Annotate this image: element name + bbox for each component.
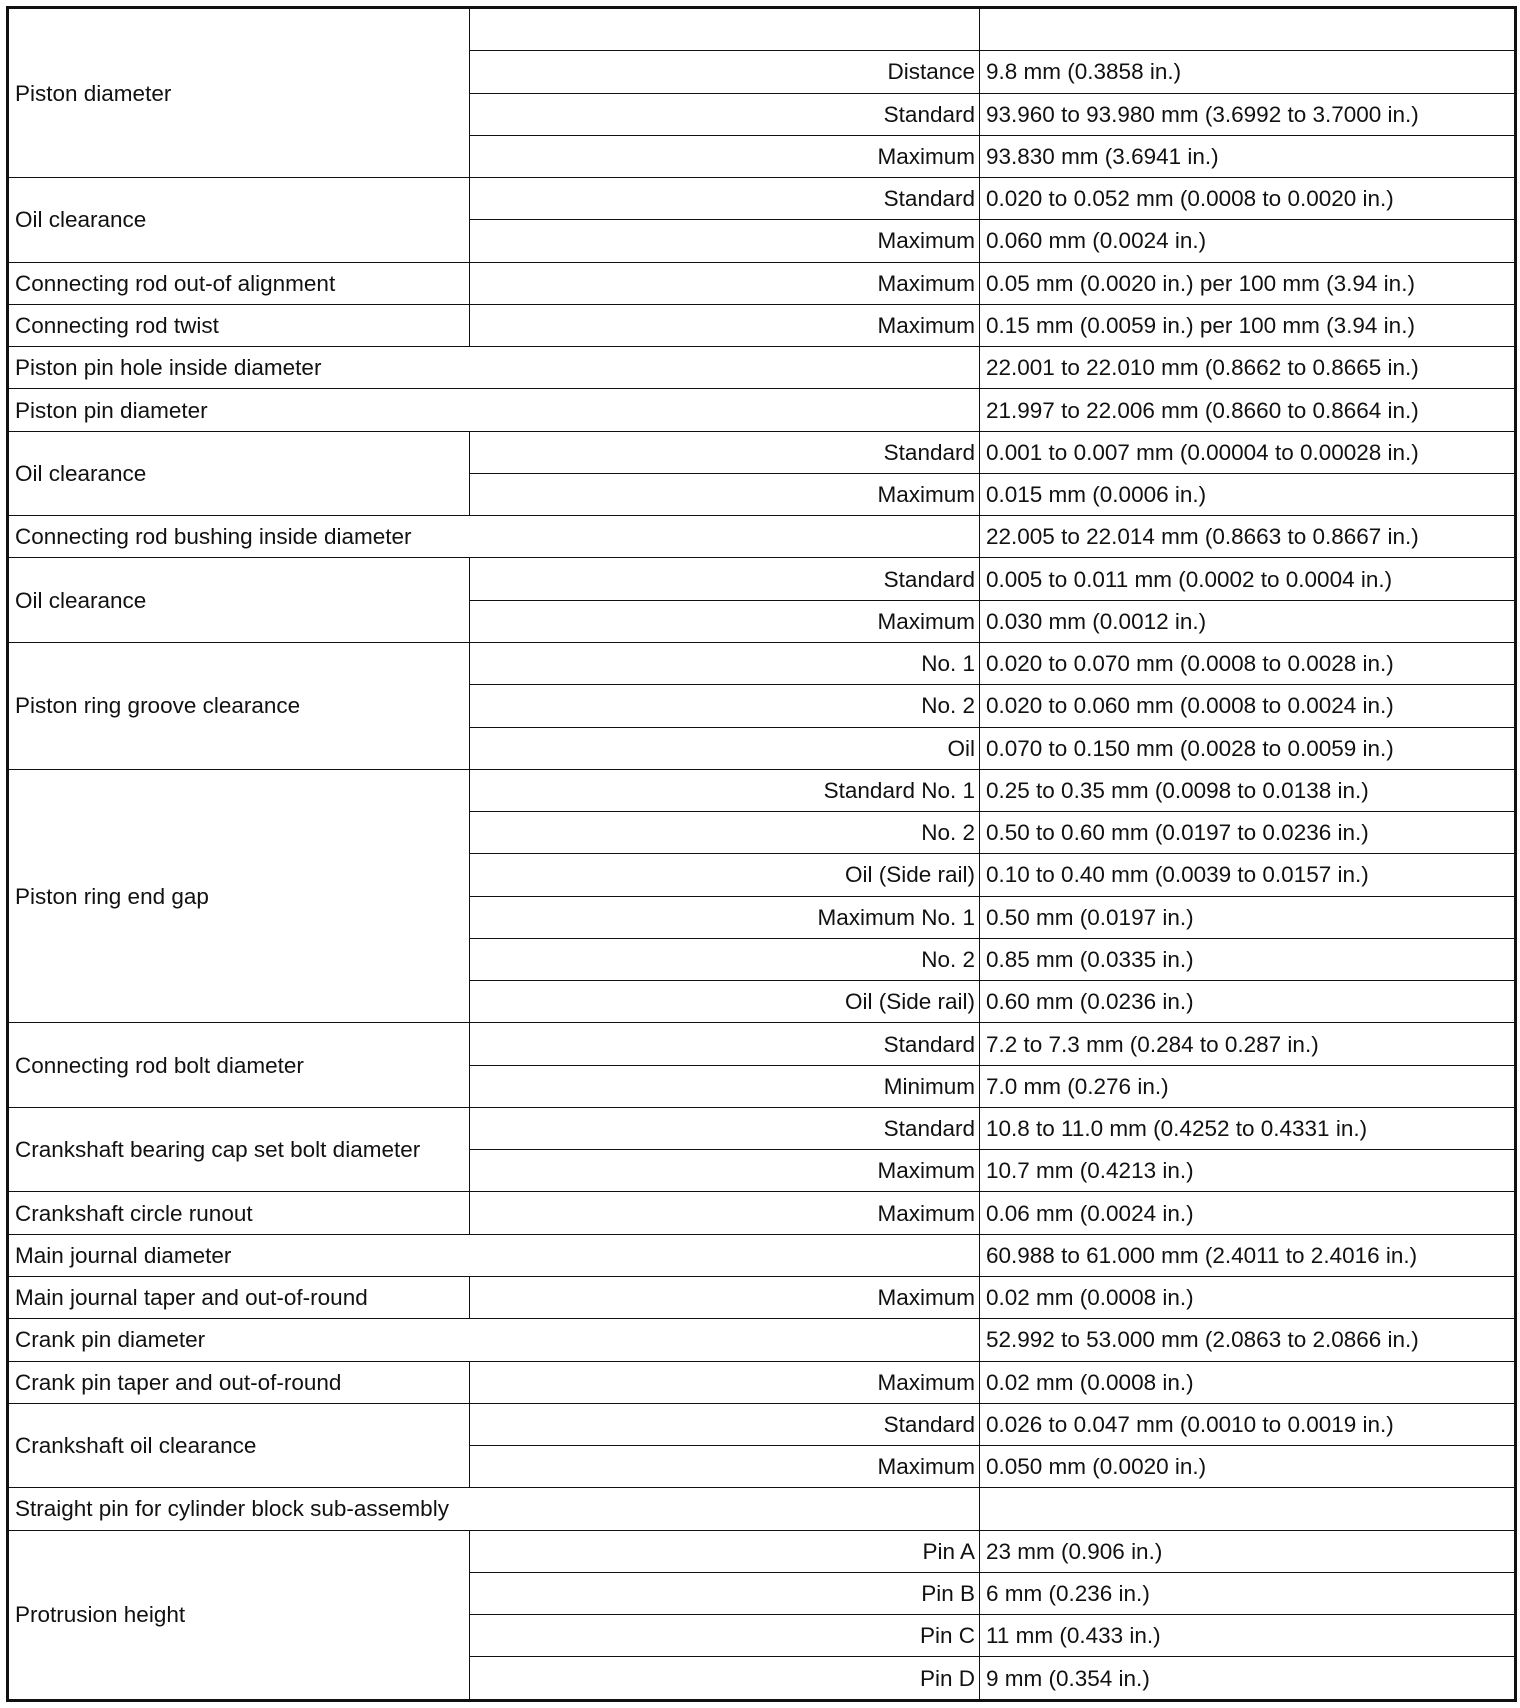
table-row [8, 304, 1516, 346]
value-cell: 0.005 to 0.011 mm (0.0002 to 0.0004 in.) [980, 558, 1516, 600]
value-cell: 0.030 mm (0.0012 in.) [980, 600, 1516, 642]
condition-cell: Maximum [470, 135, 980, 177]
table-row [8, 1107, 1516, 1149]
condition-cell: Standard [470, 431, 980, 473]
table-row [8, 516, 1516, 558]
value-cell: 22.001 to 22.010 mm (0.8662 to 0.8665 in.) [980, 347, 1516, 389]
table-row [8, 1192, 1516, 1234]
condition-cell: Standard [470, 1023, 980, 1065]
table-row [8, 389, 1516, 431]
value-cell: 0.020 to 0.070 mm (0.0008 to 0.0028 in.) [980, 643, 1516, 685]
item-main-journal-diameter: Main journal diameter [8, 1234, 980, 1276]
value-cell: 9.8 mm (0.3858 in.) [980, 51, 1516, 93]
value-cell: 0.10 to 0.40 mm (0.0039 to 0.0157 in.) [980, 854, 1516, 896]
item-rod-bolt-diameter: Connecting rod bolt diameter [8, 1023, 470, 1108]
condition-cell: Pin B [470, 1572, 980, 1614]
condition-cell: Distance [470, 51, 980, 93]
condition-cell: Maximum [470, 600, 980, 642]
table-row [8, 1234, 1516, 1276]
value-cell: 0.05 mm (0.0020 in.) per 100 mm (3.94 in.) [980, 262, 1516, 304]
condition-cell: Maximum [470, 304, 980, 346]
item-ring-end-gap: Piston ring end gap [8, 769, 470, 1023]
item-crank-pin-taper: Crank pin taper and out-of-round [8, 1361, 470, 1403]
value-cell: 6 mm (0.236 in.) [980, 1572, 1516, 1614]
condition-cell: No. 2 [470, 685, 980, 727]
condition-cell: Maximum [470, 262, 980, 304]
value-cell: 0.020 to 0.052 mm (0.0008 to 0.0020 in.) [980, 178, 1516, 220]
table-row [8, 643, 1516, 685]
condition-cell: Pin C [470, 1615, 980, 1657]
condition-cell: Maximum [470, 1277, 980, 1319]
condition-cell: Standard [470, 558, 980, 600]
item-connecting-rod-twist: Connecting rod twist [8, 304, 470, 346]
table-row [8, 769, 1516, 811]
value-cell: 0.060 mm (0.0024 in.) [980, 220, 1516, 262]
spec-table [6, 6, 1517, 1702]
value-cell: 9 mm (0.354 in.) [980, 1657, 1516, 1701]
item-oil-clearance: Oil clearance [8, 558, 470, 643]
condition-cell: Maximum [470, 1361, 980, 1403]
condition-cell: No. 2 [470, 938, 980, 980]
condition-cell: Oil (Side rail) [470, 981, 980, 1023]
condition-cell: Standard No. 1 [470, 769, 980, 811]
condition-cell: Standard [470, 1403, 980, 1445]
value-cell: 60.988 to 61.000 mm (2.4011 to 2.4016 in.) [980, 1234, 1516, 1276]
condition-cell: Pin D [470, 1657, 980, 1701]
item-piston-pin-hole: Piston pin hole inside diameter [8, 347, 980, 389]
value-cell: 0.015 mm (0.0006 in.) [980, 473, 1516, 515]
value-cell [980, 8, 1516, 51]
item-oil-clearance: Oil clearance [8, 178, 470, 263]
table-row [8, 262, 1516, 304]
value-cell: 93.830 mm (3.6941 in.) [980, 135, 1516, 177]
value-cell: 0.50 to 0.60 mm (0.0197 to 0.0236 in.) [980, 812, 1516, 854]
value-cell: 0.050 mm (0.0020 in.) [980, 1446, 1516, 1488]
value-cell: 0.026 to 0.047 mm (0.0010 to 0.0019 in.) [980, 1403, 1516, 1445]
value-cell: 0.02 mm (0.0008 in.) [980, 1277, 1516, 1319]
value-cell: 52.992 to 53.000 mm (2.0863 to 2.0866 in.) [980, 1319, 1516, 1361]
table-row [8, 1530, 1516, 1572]
value-cell: 0.50 mm (0.0197 in.) [980, 896, 1516, 938]
value-cell: 0.001 to 0.007 mm (0.00004 to 0.00028 in.) [980, 431, 1516, 473]
item-rod-bushing-diameter: Connecting rod bushing inside diameter [8, 516, 980, 558]
value-cell: 0.85 mm (0.0335 in.) [980, 938, 1516, 980]
table-row [8, 1319, 1516, 1361]
value-cell: 0.070 to 0.150 mm (0.0028 to 0.0059 in.) [980, 727, 1516, 769]
condition-cell: Minimum [470, 1065, 980, 1107]
table-row [8, 178, 1516, 220]
value-cell: 0.02 mm (0.0008 in.) [980, 1361, 1516, 1403]
condition-cell: Maximum [470, 1192, 980, 1234]
condition-cell: Maximum [470, 220, 980, 262]
condition-cell: No. 1 [470, 643, 980, 685]
condition-cell [470, 8, 980, 51]
item-bearing-cap-bolt-diameter: Crankshaft bearing cap set bolt diameter [8, 1107, 470, 1192]
value-cell: 0.60 mm (0.0236 in.) [980, 981, 1516, 1023]
condition-cell: Maximum [470, 473, 980, 515]
condition-cell: Pin A [470, 1530, 980, 1572]
value-cell: 0.020 to 0.060 mm (0.0008 to 0.0024 in.) [980, 685, 1516, 727]
item-protrusion-height: Protrusion height [8, 1530, 470, 1700]
value-cell: 23 mm (0.906 in.) [980, 1530, 1516, 1572]
table-row [8, 8, 1516, 51]
item-crankshaft-oil-clearance: Crankshaft oil clearance [8, 1403, 470, 1488]
condition-cell: Standard [470, 178, 980, 220]
table-row [8, 347, 1516, 389]
condition-cell: No. 2 [470, 812, 980, 854]
table-row [8, 1277, 1516, 1319]
condition-cell: Oil [470, 727, 980, 769]
value-cell: 0.06 mm (0.0024 in.) [980, 1192, 1516, 1234]
item-crank-pin-diameter: Crank pin diameter [8, 1319, 980, 1361]
value-cell: 93.960 to 93.980 mm (3.6992 to 3.7000 in.) [980, 93, 1516, 135]
value-cell: 10.7 mm (0.4213 in.) [980, 1150, 1516, 1192]
item-straight-pin: Straight pin for cylinder block sub-assembly [8, 1488, 980, 1530]
value-cell: 7.0 mm (0.276 in.) [980, 1065, 1516, 1107]
condition-cell: Standard [470, 1107, 980, 1149]
item-connecting-rod-alignment: Connecting rod out-of alignment [8, 262, 470, 304]
item-main-journal-taper: Main journal taper and out-of-round [8, 1277, 470, 1319]
value-cell [980, 1488, 1516, 1530]
table-row [8, 431, 1516, 473]
condition-cell: Standard [470, 93, 980, 135]
item-piston-diameter: Piston diameter [8, 8, 470, 178]
value-cell: 0.25 to 0.35 mm (0.0098 to 0.0138 in.) [980, 769, 1516, 811]
value-cell: 0.15 mm (0.0059 in.) per 100 mm (3.94 in.) [980, 304, 1516, 346]
value-cell: 21.997 to 22.006 mm (0.8660 to 0.8664 in.) [980, 389, 1516, 431]
item-oil-clearance: Oil clearance [8, 431, 470, 516]
condition-cell: Oil (Side rail) [470, 854, 980, 896]
table-row [8, 558, 1516, 600]
value-cell: 22.005 to 22.014 mm (0.8663 to 0.8667 in.) [980, 516, 1516, 558]
condition-cell: Maximum No. 1 [470, 896, 980, 938]
value-cell: 10.8 to 11.0 mm (0.4252 to 0.4331 in.) [980, 1107, 1516, 1149]
table-row [8, 1488, 1516, 1530]
value-cell: 11 mm (0.433 in.) [980, 1615, 1516, 1657]
item-circle-runout: Crankshaft circle runout [8, 1192, 470, 1234]
item-ring-groove-clearance: Piston ring groove clearance [8, 643, 470, 770]
item-piston-pin-diameter: Piston pin diameter [8, 389, 980, 431]
table-row [8, 1403, 1516, 1445]
table-row [8, 1361, 1516, 1403]
condition-cell: Maximum [470, 1150, 980, 1192]
value-cell: 7.2 to 7.3 mm (0.284 to 0.287 in.) [980, 1023, 1516, 1065]
table-row [8, 1023, 1516, 1065]
condition-cell: Maximum [470, 1446, 980, 1488]
